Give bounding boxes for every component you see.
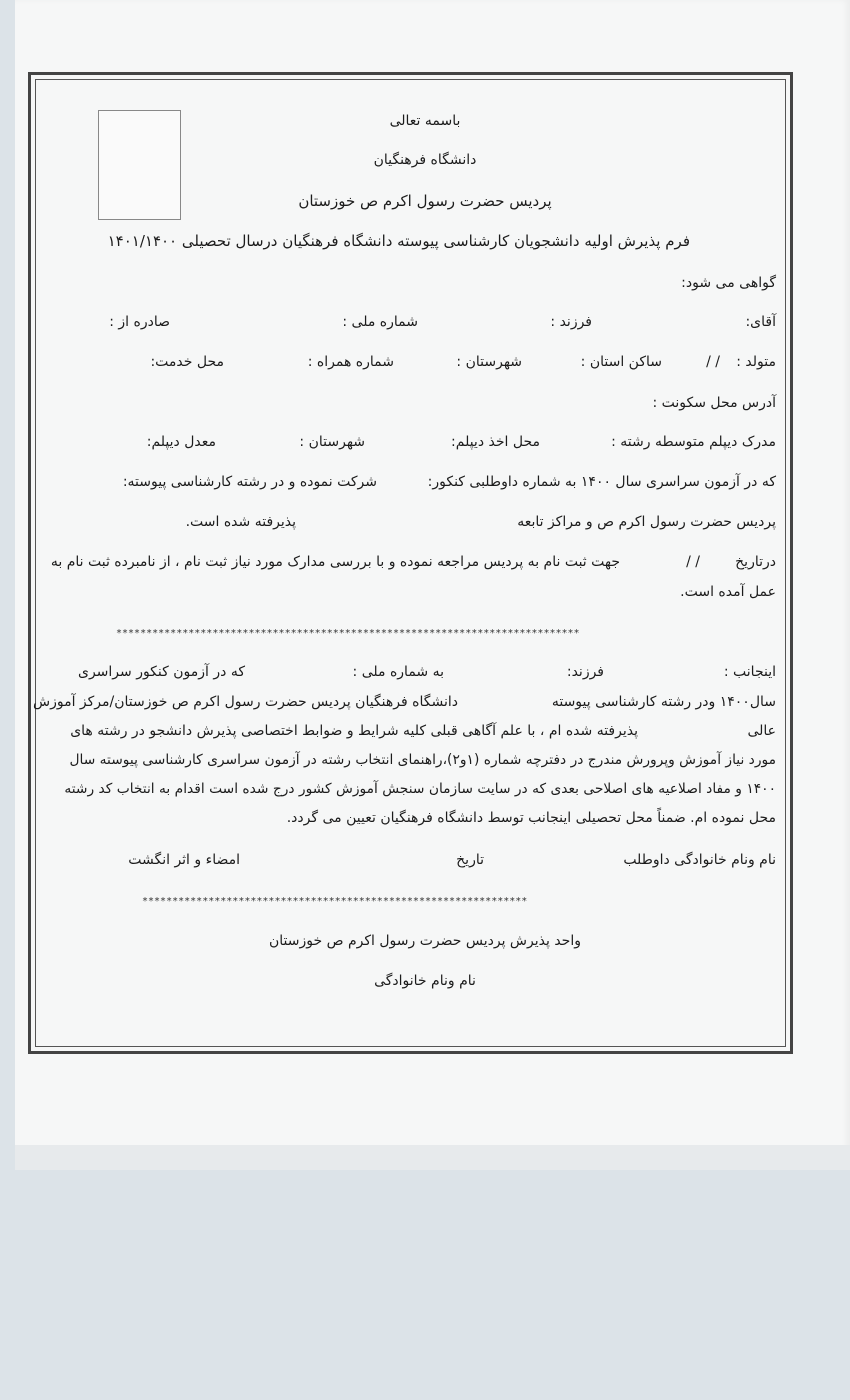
accepted-text: پذیرفته شده است. bbox=[185, 514, 296, 530]
label-i: اینجانب : bbox=[723, 664, 776, 680]
label-resident-province: ساکن استان : bbox=[580, 354, 662, 370]
label-national-id: شماره ملی : bbox=[342, 314, 418, 330]
exam-sentence-cont: شرکت نموده و در رشته کارشناسی پیوسته: bbox=[122, 474, 377, 490]
label-address: آدرس محل سکونت : bbox=[652, 395, 776, 411]
label-diploma-city: شهرستان : bbox=[299, 434, 365, 450]
officer-name-label: نام ونام خانوادگی bbox=[374, 973, 476, 989]
undertaking-line2a: سال۱۴۰۰ ودر رشته کارشناسی پیوسته bbox=[551, 694, 776, 710]
label-signature-date: تاریخ bbox=[456, 852, 484, 868]
label-undertaking-national-id: به شماره ملی : bbox=[352, 664, 444, 680]
certificate-intro: گواهی می شود: bbox=[681, 275, 776, 291]
university-name: دانشگاه فرهنگیان bbox=[373, 152, 477, 168]
undertaking-line4: مورد نیاز آموزش وپرورش مندرج در دفترچه شماره (۱و۲)،راهنمای انتخاب رشته در آزمون سراسری کارشناسی پیوسته سال bbox=[69, 752, 776, 768]
label-born: متولد : bbox=[736, 354, 776, 370]
label-diploma-gpa: معدل دیپلم: bbox=[146, 434, 216, 450]
form-title: فرم پذیرش اولیه دانشجویان کارشناسی پیوسته دانشگاه فرهنگیان درسال تحصیلی ۱۴۰۱/۱۴۰۰ bbox=[107, 232, 690, 250]
label-issued-from: صادره از : bbox=[109, 314, 170, 330]
campus-affiliates: پردیس حضرت رسول اکرم ص و مراکز تابعه bbox=[517, 514, 776, 530]
label-candidate-name: نام ونام خانوادگی داوطلب bbox=[623, 852, 776, 868]
registration-sentence-end: عمل آمده است. bbox=[680, 584, 776, 600]
label-diploma: مدرک دیپلم متوسطه رشته : bbox=[611, 434, 776, 450]
label-service-place: محل خدمت: bbox=[150, 354, 224, 370]
label-signature-fingerprint: امضاء و اثر انگشت bbox=[128, 852, 240, 868]
label-undertaking-child-of: فرزند: bbox=[566, 664, 604, 680]
campus-name: پردیس حضرت رسول اکرم ص خوزستان bbox=[298, 192, 552, 210]
basmala: باسمه تعالی bbox=[389, 113, 461, 129]
undertaking-exam-text: که در آزمون کنکور سراسری bbox=[77, 664, 245, 680]
separator-stars-2: **************************************************************** bbox=[142, 896, 528, 907]
admission-unit: واحد پذیرش پردیس حضرت رسول اکرم ص خوزستان bbox=[269, 933, 581, 949]
registration-date-slashes: / / bbox=[686, 554, 700, 570]
exam-sentence: که در آزمون سراسری سال ۱۴۰۰ به شماره داوطلبی کنکور: bbox=[427, 474, 776, 490]
undertaking-line3a: عالی bbox=[747, 723, 776, 739]
separator-stars-1: ***************************************************************************** bbox=[116, 628, 580, 639]
label-city: شهرستان : bbox=[456, 354, 522, 370]
undertaking-line3b: پذیرفته شده ام ، با علم آگاهی قبلی کلیه شرایط و ضوابط اختصاصی پذیرش دانشجو در رشته های bbox=[70, 723, 638, 739]
label-mr: آقای: bbox=[745, 314, 776, 330]
label-diploma-place: محل اخذ دیپلم: bbox=[451, 434, 540, 450]
undertaking-line6: محل نموده ام. ضمناً محل تحصیلی اینجانب توسط دانشگاه فرهنگیان تعیین می گردد. bbox=[286, 810, 776, 826]
label-child-of: فرزند : bbox=[550, 314, 592, 330]
registration-sentence: جهت ثبت نام به پردیس مراجعه نموده و با بررسی مدارک مورد نیاز ثبت نام ، از نامبرده ثبت نام به bbox=[50, 554, 620, 570]
label-mobile: شماره همراه : bbox=[307, 354, 394, 370]
undertaking-line2b: دانشگاه فرهنگیان پردیس حضرت رسول اکرم ص خوزستان/مرکز آموزش bbox=[33, 694, 458, 710]
label-on-date: درتاریخ bbox=[735, 554, 776, 570]
paper-bottom-edge bbox=[15, 1145, 850, 1170]
birth-date-slashes: / / bbox=[706, 354, 720, 370]
undertaking-line5: ۱۴۰۰ و مفاد اصلاعیه های اصلاحی بعدی که در سایت سازمان سنجش آموزش کشور درج شده است اقدام به انتخاب کد رشته bbox=[64, 781, 776, 797]
